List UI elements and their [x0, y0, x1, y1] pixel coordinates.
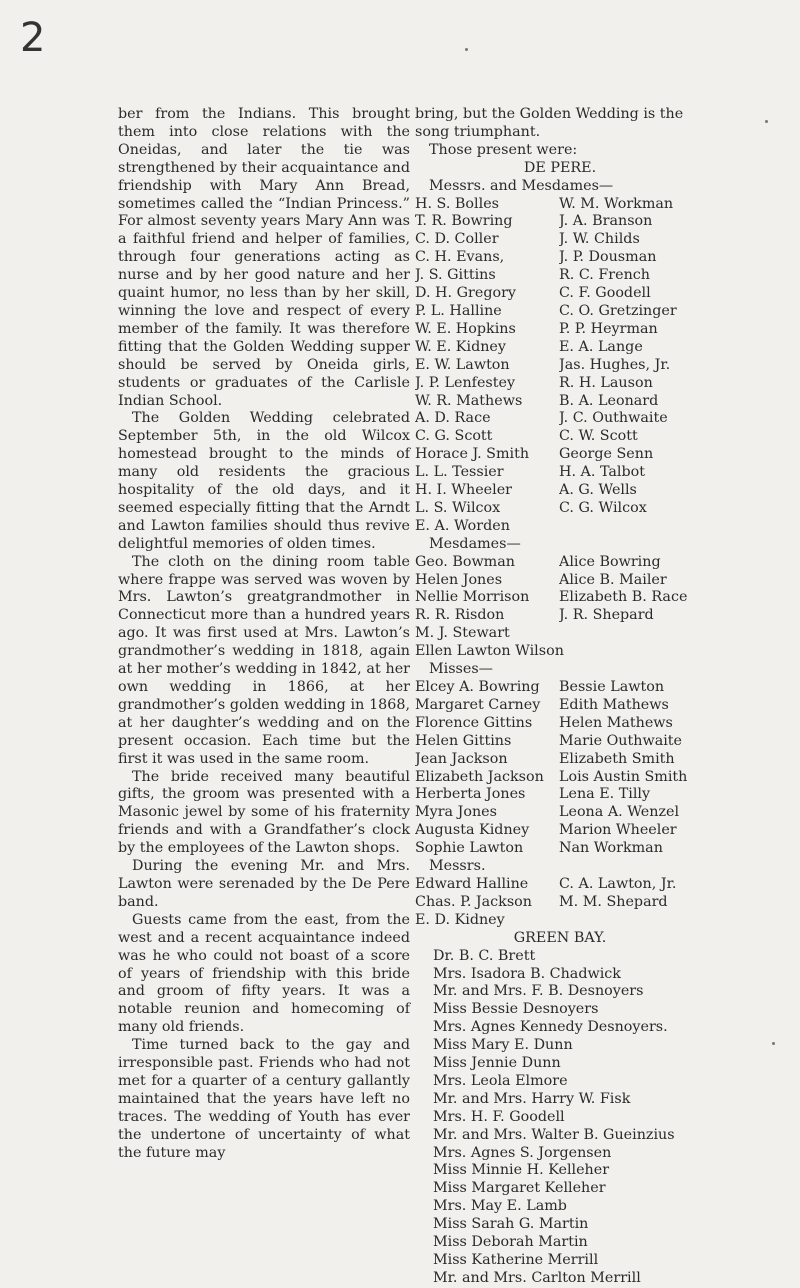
guest-name: C. G. Scott — [415, 428, 493, 445]
guest-name: Mrs. Agnes S. Jorgensen — [433, 1144, 612, 1161]
guest-name: Dr. B. C. Brett — [433, 947, 536, 964]
guest-name: L. S. Wilcox — [415, 499, 501, 516]
messrs-list — [415, 876, 705, 930]
guest-name: Miss Minnie H. Kelleher — [433, 1162, 610, 1179]
guest-name: E. D. Kidney — [415, 911, 505, 928]
guest-name: Marion Wheeler — [559, 822, 677, 839]
guest-name: L. L. Tessier — [415, 464, 504, 481]
guest-name: P. L. Halline — [415, 302, 502, 319]
paragraph: The cloth on the dining room table where frappe was served was woven by Mrs. Lawton’s greatgrandmother in Connecticut more than a hundred years ago. It was first used at Mrs. Lawton’s grandmother’s wedding in 1818, again at her mother’s wedding in 1842, at her own wedding in 1866, at her grandmother’s golden wedding in 1868, at her daughter’s wedding and on the present occasion. Each time but the first it was used in the same room. — [118, 553, 410, 767]
guest-name: J. A. Branson — [559, 213, 653, 230]
guest-name: Miss Sarah G. Martin — [433, 1216, 589, 1233]
scan-speck — [772, 1042, 775, 1045]
guest-name: M. J. Stewart — [415, 625, 510, 642]
guest-name: Augusta Kidney — [415, 822, 530, 839]
page-number: 2 — [20, 15, 46, 61]
guest-name: J. P. Dousman — [559, 249, 657, 266]
guest-name: C. G. Wilcox — [559, 499, 647, 516]
guest-name: Florence Gittins — [415, 714, 533, 731]
guest-name: Mrs. H. F. Goodell — [433, 1108, 565, 1125]
guest-name: C. F. Goodell — [559, 285, 651, 302]
guest-name: W. M. Workman — [559, 195, 674, 212]
guest-name: T. R. Bowring — [415, 213, 513, 230]
messrs-mesdames-label: Messrs. and Mesdames— — [429, 177, 614, 194]
guest-name: Myra Jones — [415, 804, 497, 821]
guest-name: C. D. Coller — [415, 231, 499, 248]
guest-name: Mrs. Agnes Kennedy Desnoyers. — [433, 1019, 668, 1036]
guest-name: Leona A. Wenzel — [559, 804, 680, 821]
guest-name: Chas. P. Jackson — [415, 893, 532, 910]
guest-name: Mrs. Isadora B. Chadwick — [433, 965, 621, 982]
guest-name — [559, 912, 705, 930]
guest-name: Mr. and Mrs. Carlton Merrill — [433, 1269, 641, 1286]
guest-name: Elizabeth Jackson — [415, 768, 544, 785]
guest-name: Nan Workman — [559, 840, 663, 857]
article-left-column — [118, 106, 410, 1162]
intro-text: bring, but the Golden Wedding is the song triumphant. — [415, 106, 684, 140]
guest-name: Mrs. Leola Elmore — [433, 1072, 568, 1089]
guest-name: A. G. Wells — [559, 482, 637, 499]
guest-name: J. P. Lenfestey — [415, 374, 516, 391]
guest-name: M. M. Shepard — [559, 893, 668, 910]
misses-label: Misses— — [429, 661, 493, 678]
guest-name: E. A. Worden — [415, 517, 510, 534]
guest-name: H. A. Talbot — [559, 464, 645, 481]
guest-name: Miss Jennie Dunn — [433, 1055, 561, 1072]
guest-name: D. H. Gregory — [415, 285, 516, 302]
guest-name: Helen Jones — [415, 571, 503, 588]
guest-name: Miss Deborah Martin — [433, 1234, 588, 1251]
guest-name: Herberta Jones — [415, 786, 526, 803]
messrs-mesdames-list — [415, 196, 705, 536]
guest-name: Horace J. Smith — [415, 446, 530, 463]
guest-name: Bessie Lawton — [559, 679, 665, 695]
guest-name: Nellie Morrison — [415, 589, 530, 606]
guest-name: Miss Bessie Desnoyers — [433, 1001, 599, 1018]
guest-name: Miss Margaret Kelleher — [433, 1180, 606, 1197]
guest-name: W. E. Kidney — [415, 338, 506, 355]
paragraph: ber from the Indians. This brought them into close relations with the Oneidas, and later the tie was strengthened by their acquaintance and friendship with Mary Ann Bread, sometimes called the “Indian Princess.” For almost seventy years Mary Ann was a faithful friend and helper of families, through four generations acting as nurse and by her good nature and her quaint humor, no less than by her skill, winning the love and respect of every member of the family. It was therefore fitting that the Golden Wedding supper should be served by Oneida girls, students or graduates of the Carlisle Indian School. — [118, 106, 410, 409]
guest-name: Elizabeth Smith — [559, 750, 675, 767]
guest-name: P. P. Heyrman — [559, 320, 658, 337]
guest-name: Geo. Bowman — [415, 553, 515, 570]
guest-name: W. E. Hopkins — [415, 320, 516, 337]
guest-name: C. O. Gretzinger — [559, 302, 677, 319]
paragraph: The Golden Wedding celebrated September 5th, in the old Wilcox homestead brought to the minds of many old residents the gracious hospitality of the old days, and it seemed especially fitting that the Arndt and Lawton families should thus revive delightful memories of olden times. — [118, 410, 410, 552]
guest-name: Jean Jackson — [415, 750, 508, 767]
paragraph: Time turned back to the gay and irresponsible past. Friends who had not met for a quarter of a century gallantly maintained that the years have left no traces. The wedding of Youth has ever the undertone of uncertainty of what the future may — [118, 1037, 410, 1161]
guest-name: Alice B. Mailer — [559, 571, 667, 588]
paragraph: Guests came from the east, from the west and a recent acquaintance indeed was he who could not boast of a score of years of friendship with this bride and groom of fifty years. It was a notable reunion and homecoming of many old friends. — [118, 911, 410, 1036]
guest-name: Margaret Carney — [415, 696, 541, 713]
guest-name: J. W. Childs — [559, 231, 640, 248]
guest-name: A. D. Race — [415, 410, 491, 427]
guest-name: Marie Outhwaite — [559, 732, 682, 749]
guest-name: Alice Bowring — [559, 553, 661, 570]
green-bay-list — [415, 948, 705, 1288]
mesdames-list — [415, 554, 705, 644]
guest-name — [559, 518, 705, 536]
mesdames-full-name-row — [415, 643, 705, 661]
guest-name: Mr. and Mrs. Harry W. Fisk — [433, 1090, 631, 1107]
guest-name: Lena E. Tilly — [559, 786, 651, 803]
guest-name: Ellen Lawton Wilson — [415, 643, 564, 660]
guest-name: E. W. Lawton — [415, 356, 510, 373]
guest-name: Edith Mathews — [559, 696, 669, 713]
guest-name: J. S. Gittins — [415, 267, 496, 284]
guest-name: Helen Mathews — [559, 714, 673, 731]
guest-name: C. H. Evans, — [415, 249, 505, 266]
guest-name: Elizabeth B. Race — [559, 589, 688, 606]
guest-name: Mr. and Mrs. F. B. Desnoyers — [433, 983, 644, 1000]
guest-name: W. R. Mathews — [415, 392, 523, 409]
scan-speck — [765, 120, 768, 123]
guest-name: R. R. Risdon — [415, 607, 505, 624]
present-heading: Those present were: — [429, 141, 578, 158]
guest-name: Helen Gittins — [415, 732, 512, 749]
guest-name: Miss Katherine Merrill — [433, 1252, 599, 1268]
guest-name: Mr. and Mrs. Walter B. Gueinzius — [433, 1126, 675, 1143]
guest-name: B. A. Leonard — [559, 392, 659, 409]
de-pere-heading: DE PERE. — [523, 159, 597, 176]
guest-name: Mrs. May E. Lamb — [433, 1198, 567, 1215]
guest-name: E. A. Lange — [559, 338, 643, 355]
guest-name: R. C. French — [559, 267, 651, 284]
guest-name: Sophie Lawton — [415, 840, 524, 857]
mesdames-label: Mesdames— — [429, 535, 521, 552]
guest-name: Lois Austin Smith — [559, 768, 688, 785]
scan-speck — [465, 48, 468, 51]
messrs-label: Messrs. — [429, 858, 486, 875]
guest-name: J. C. Outhwaite — [559, 410, 668, 427]
article-right-column — [415, 106, 705, 1288]
misses-list — [415, 679, 705, 858]
guest-name: J. R. Shepard — [559, 607, 654, 624]
guest-name: Miss Mary E. Dunn — [433, 1037, 573, 1054]
guest-name: Jas. Hughes, Jr. — [559, 356, 671, 373]
paragraph: During the evening Mr. and Mrs. Lawton were serenaded by the De Pere band. — [118, 858, 410, 910]
guest-name: Edward Halline — [415, 875, 529, 892]
guest-name: C. W. Scott — [559, 428, 638, 445]
guest-name: Elcey A. Bowring — [415, 679, 540, 695]
paragraph: The bride received many beautiful gifts, the groom was presented with a Masonic jewel by some of his fraternity friends and with a Grandfather’s clock by the employees of the Lawton shops. — [118, 768, 410, 857]
guest-name: R. H. Lauson — [559, 374, 653, 391]
guest-name: H. I. Wheeler — [415, 482, 512, 499]
guest-name: H. S. Bolles — [415, 195, 499, 212]
green-bay-heading: GREEN BAY. — [513, 929, 607, 946]
guest-name: C. A. Lawton, Jr. — [559, 875, 677, 892]
guest-name: George Senn — [559, 446, 654, 463]
guest-name — [559, 625, 705, 643]
